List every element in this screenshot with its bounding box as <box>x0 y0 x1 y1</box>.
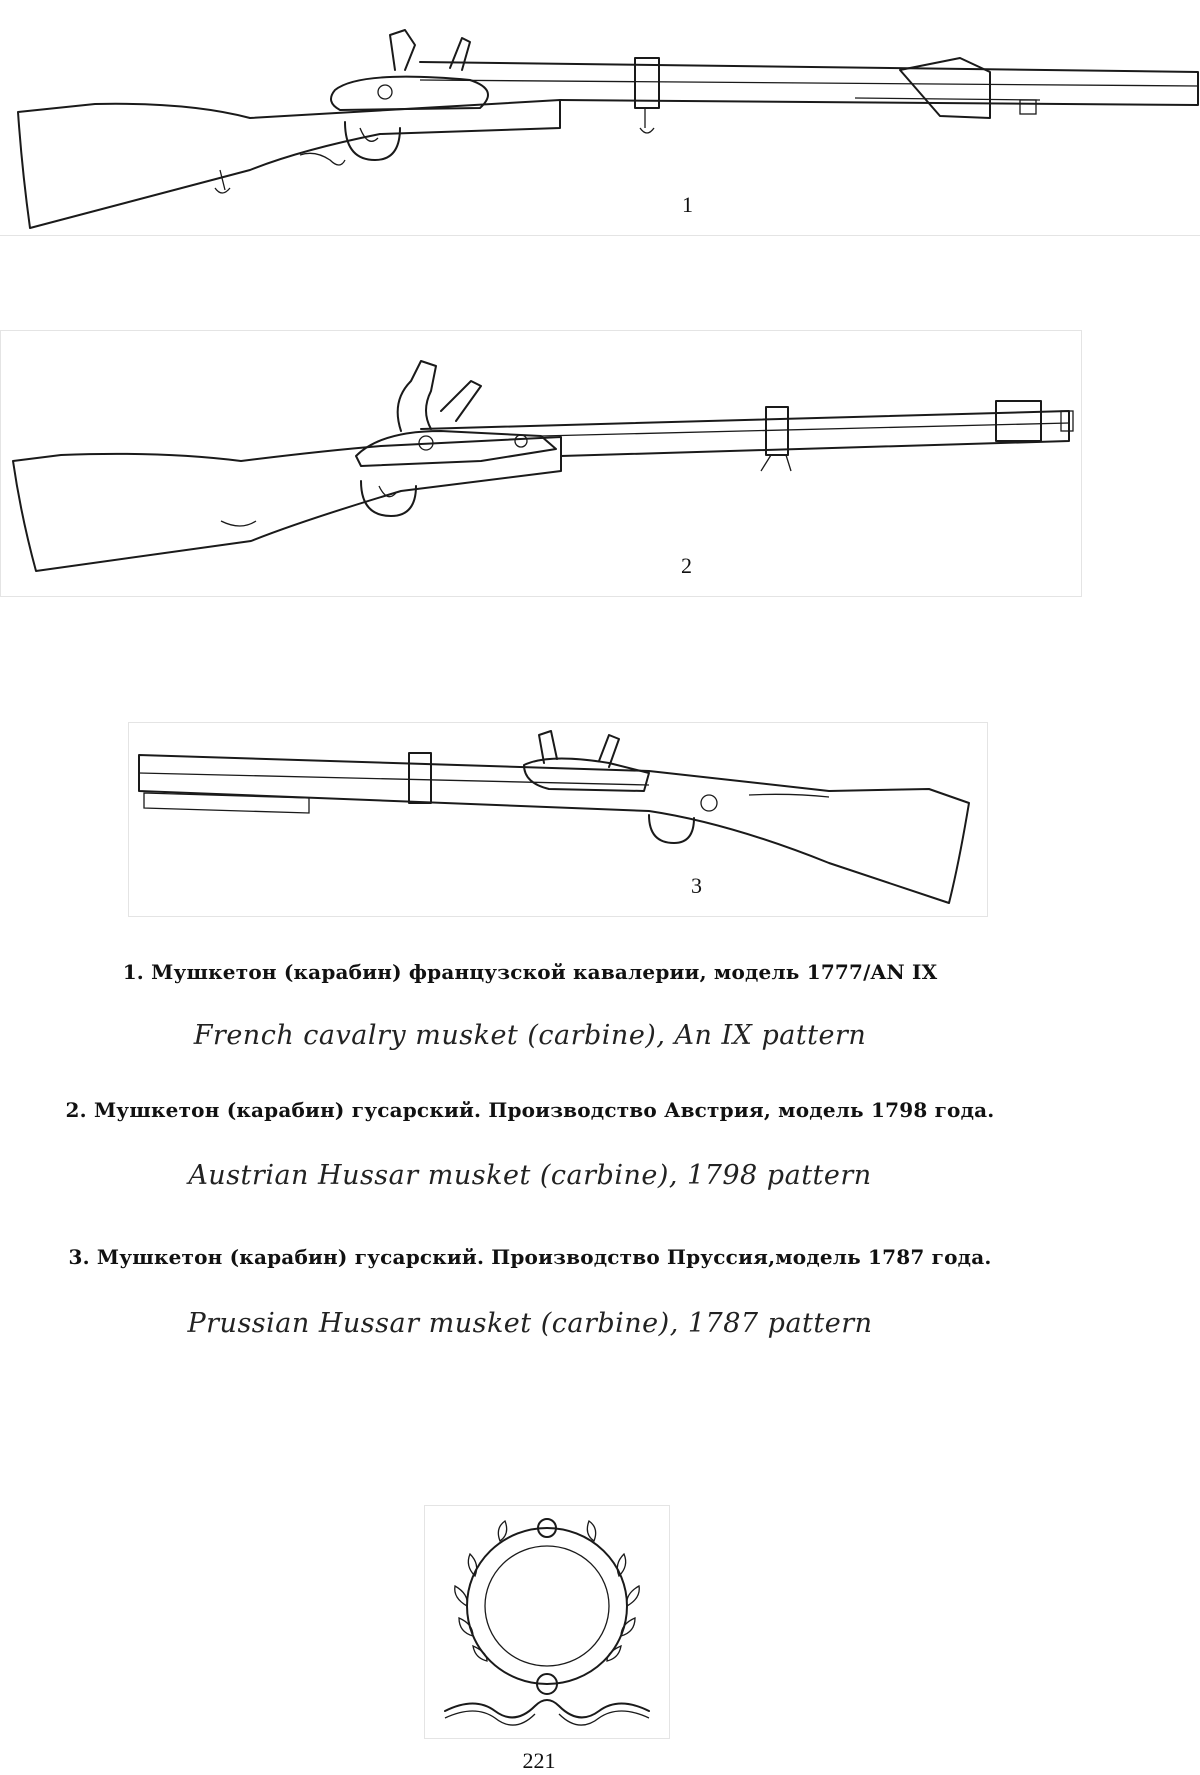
page-number: 221 <box>522 1748 556 1773</box>
caption-3-en: Prussian Hussar musket (carbine), 1787 pattern <box>187 1308 873 1339</box>
figure-2-plate <box>0 330 1082 597</box>
caption-2-ru: 2. Мушкетон (карабин) гусарский. Производство Австрия, модель 1798 года. <box>65 1098 995 1122</box>
figure-1-plate <box>0 10 1200 236</box>
figure-3-plate <box>128 722 988 917</box>
caption-1-ru: 1. Мушкетон (карабин) французской кавалерии, модель 1777/AN IX <box>122 960 938 984</box>
caption-2-en: Austrian Hussar musket (carbine), 1798 pattern <box>188 1160 872 1191</box>
musket-1-icon <box>0 10 1200 235</box>
ornament-plate <box>424 1505 670 1739</box>
laurel-wreath-icon <box>425 1506 669 1738</box>
figure-1-number: 1 <box>682 192 693 217</box>
musket-3-icon <box>129 723 987 916</box>
caption-3-ru: 3. Мушкетон (карабин) гусарский. Производство Пруссия,модель 1787 года. <box>68 1245 992 1269</box>
caption-1-en: French cavalry musket (carbine), An IX pattern <box>193 1020 867 1051</box>
figure-2-number: 2 <box>681 553 692 578</box>
figure-3-number: 3 <box>691 873 702 898</box>
musket-2-icon <box>1 331 1081 596</box>
